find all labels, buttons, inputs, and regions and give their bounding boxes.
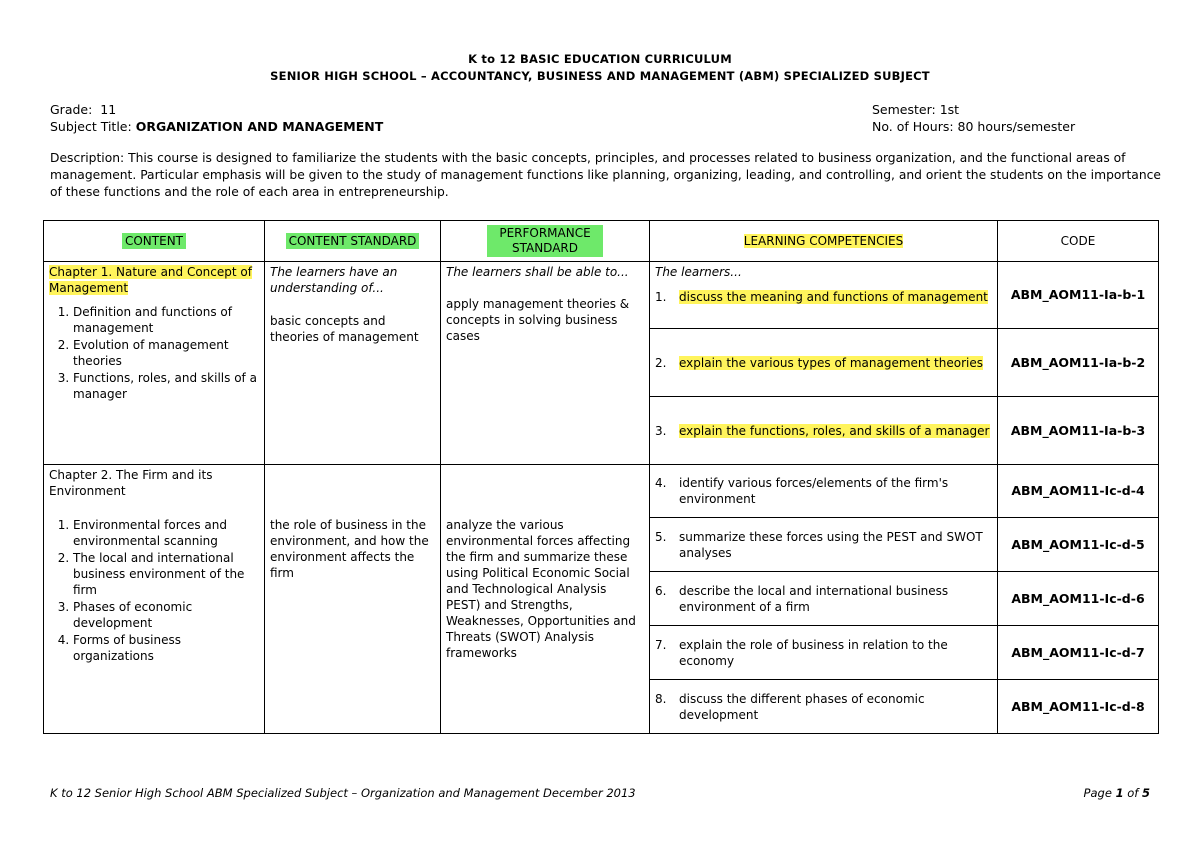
grade-subject-block xyxy=(50,101,383,135)
hours-line: No. of Hours: 80 hours/semester xyxy=(872,119,1076,134)
subject-value: ORGANIZATION AND MANAGEMENT xyxy=(135,119,384,134)
list-item: 2. Evolution of management theories xyxy=(73,337,259,369)
subject-line xyxy=(50,118,383,135)
curriculum-table xyxy=(43,220,1159,734)
ch2-performance-standard-cell xyxy=(441,465,650,734)
ch1-ps-intro: The learners shall be able to... xyxy=(446,265,629,279)
curriculum-subtitle: SENIOR HIGH SCHOOL – ACCOUNTANCY, BUSINESS AND MANAGEMENT (ABM) SPECIALIZED SUBJECT xyxy=(270,69,930,83)
code-cell: ABM_AOM11-Ic-d-8 xyxy=(998,680,1159,734)
course-description: Description: This course is designed to familiarize the students with the basic concepts, principles, and processes related to business organization, and the functional areas of management. Particular emphasis will be given to the study of management functions like planning, organizing, leading, and controlling, and orient the students on the importance of these functions and the role of each area in entrepreneurship. xyxy=(50,151,1161,199)
ch1-cs-text: basic concepts and theories of management xyxy=(270,314,419,344)
header-code: CODE xyxy=(998,221,1159,262)
competency-cell-4 xyxy=(650,465,998,518)
list-item: 1. Definition and functions of management xyxy=(73,304,259,336)
list-item: 4. Forms of business organizations xyxy=(73,632,259,664)
semester-hours-block xyxy=(872,101,1075,135)
competency-item: 8. discuss the different phases of economic development xyxy=(655,691,925,722)
code-cell: ABM_AOM11-Ic-d-5 xyxy=(998,518,1159,572)
ch1-topic-list xyxy=(49,304,259,402)
ch1-content-cell xyxy=(44,262,265,465)
competency-cell-5 xyxy=(650,518,998,572)
competency-cell-8 xyxy=(650,680,998,734)
table-header-row xyxy=(44,221,1159,262)
ch1-ps-text: apply management theories & concepts in solving business cases xyxy=(446,297,630,343)
competency-cell-2 xyxy=(650,329,998,397)
grade-line xyxy=(50,101,383,118)
competency-cell-6 xyxy=(650,572,998,626)
competency-item: 1. discuss the meaning and functions of management xyxy=(655,290,988,304)
competency-item: 3. explain the functions, roles, and skills of a manager xyxy=(655,423,990,438)
table-row xyxy=(44,465,1159,518)
competency-cell-3 xyxy=(650,397,998,465)
header-content: CONTENT xyxy=(44,221,265,262)
semester-line: Semester: 1st xyxy=(872,102,960,117)
competency-cell-7 xyxy=(650,626,998,680)
table-row xyxy=(44,262,1159,329)
footer-page-number: Page 1 of 5 xyxy=(1083,786,1150,800)
code-cell: ABM_AOM11-Ic-d-6 xyxy=(998,572,1159,626)
competency-item: 7. explain the role of business in relation to the economy xyxy=(655,637,948,668)
competency-item: 6. describe the local and international business environment of a firm xyxy=(655,583,949,614)
grade-value: 11 xyxy=(100,102,117,117)
competency-item: 2. explain the various types of management theories xyxy=(655,355,983,370)
list-item: 2. The local and international business environment of the firm xyxy=(73,550,259,598)
ch2-content-standard-cell xyxy=(265,465,441,734)
footer-document-title: K to 12 Senior High School ABM Specialized Subject – Organization and Management December 2013 xyxy=(50,786,636,800)
competency-item: 5. summarize these forces using the PEST and SWOT analyses xyxy=(655,529,983,560)
ch1-performance-standard-cell xyxy=(441,262,650,465)
subject-label: Subject Title: xyxy=(50,119,132,134)
ch1-cs-intro: The learners have an understanding of... xyxy=(270,265,398,295)
code-cell: ABM_AOM11-Ic-d-4 xyxy=(998,465,1159,518)
code-cell: ABM_AOM11-Ic-d-7 xyxy=(998,626,1159,680)
curriculum-title: K to 12 BASIC EDUCATION CURRICULUM xyxy=(468,52,732,66)
ch2-cs-text: the role of business in the environment, and how the environment affects the firm xyxy=(270,518,429,580)
ch2-ps-text: analyze the various environmental forces affecting the firm and summarize these using Political Economic Social and Technological Analysis PEST) and Strengths, Weaknesses, Opportunities and Threats (SWOT) Analysis frameworks xyxy=(446,518,636,660)
ch1-lc-intro: The learners... xyxy=(655,265,742,279)
code-cell: ABM_AOM11-Ia-b-1 xyxy=(998,262,1159,329)
list-item: 3. Functions, roles, and skills of a manager xyxy=(73,370,259,402)
header-content-standard: CONTENT STANDARD xyxy=(265,221,441,262)
ch1-content-standard-cell xyxy=(265,262,441,465)
header-learning-competencies: LEARNING COMPETENCIES xyxy=(650,221,998,262)
header-performance-standard: PERFORMANCE STANDARD xyxy=(441,221,650,262)
competency-cell-1 xyxy=(650,262,998,329)
code-cell: ABM_AOM11-Ia-b-2 xyxy=(998,329,1159,397)
list-item: 3. Phases of economic development xyxy=(73,599,259,631)
ch1-title: Chapter 1. Nature and Concept of Management xyxy=(49,265,252,295)
ch2-content-cell xyxy=(44,465,265,734)
list-item: 1. Environmental forces and environmental scanning xyxy=(73,517,259,549)
ch2-topic-list xyxy=(49,517,259,664)
code-cell: ABM_AOM11-Ia-b-3 xyxy=(998,397,1159,465)
competency-item: 4. identify various forces/elements of the firm's environment xyxy=(655,476,949,506)
ch2-title: Chapter 2. The Firm and its Environment xyxy=(49,468,213,498)
grade-label: Grade: xyxy=(50,102,93,117)
